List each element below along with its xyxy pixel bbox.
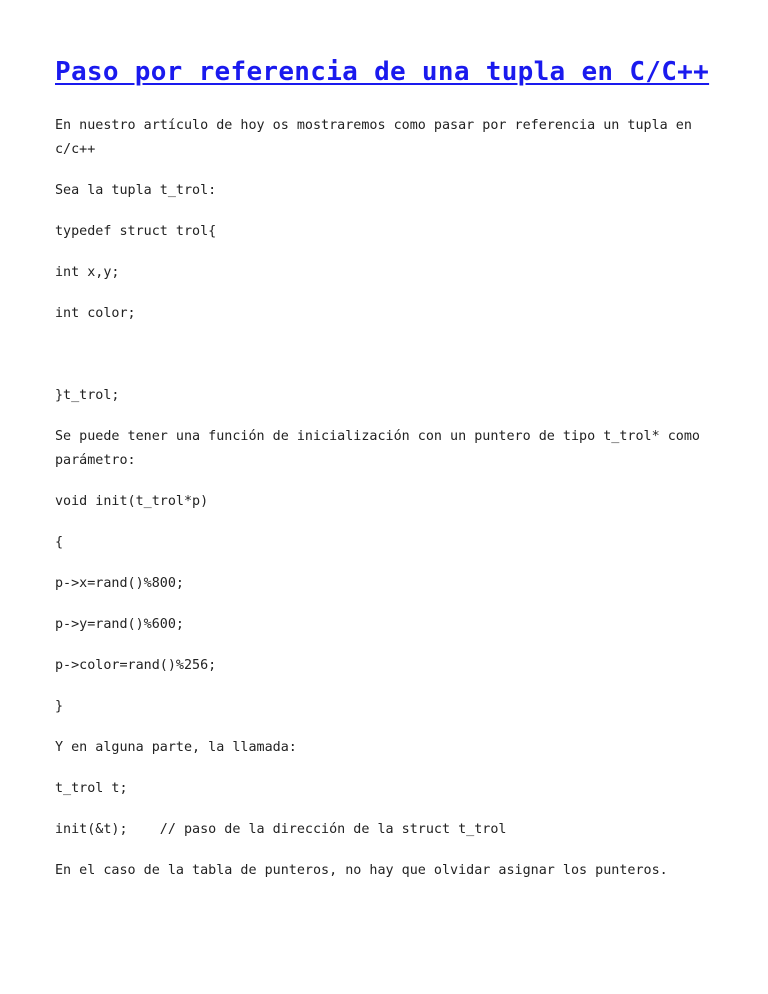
code-line-assign-x: p->x=rand()%800; (55, 576, 184, 591)
code-line-assign-y: p->y=rand()%600; (55, 617, 184, 632)
code-line-init-signature: void init(t_trol*p) (55, 494, 209, 509)
code-line-typedef: typedef struct trol{ (55, 224, 217, 239)
code-line-int-color: int color; (55, 306, 136, 321)
article-title-link[interactable]: Paso por referencia de una tupla en C/C++ (55, 57, 710, 87)
code-line-assign-color: p->color=rand()%256; (55, 658, 217, 673)
code-line-open-brace: { (55, 535, 64, 550)
paragraph-pointer-table: En el caso de la tabla de punteros, no hay que olvidar asignar los punteros. (55, 863, 668, 878)
code-line-struct-end: }t_trol; (55, 388, 120, 403)
code-line-int-xy: int x,y; (55, 265, 120, 280)
article (55, 52, 715, 900)
paragraph-call-intro: Y en alguna parte, la llamada: (55, 740, 297, 755)
paragraph-intro: En nuestro artículo de hoy os mostraremos como pasar por referencia un tupla en c/c++ (55, 118, 692, 157)
paragraph-tuple-intro: Sea la tupla t_trol: (55, 183, 217, 198)
blank-line (55, 343, 715, 384)
paragraph-init-function: Se puede tener una función de inicialización con un puntero de tipo t_trol* como parámetro: (55, 429, 700, 468)
code-line-declare-t: t_trol t; (55, 781, 128, 796)
code-line-init-call: init(&t); // paso de la dirección de la struct t_trol (55, 822, 507, 837)
code-line-close-brace: } (55, 699, 64, 714)
article-title (55, 52, 715, 92)
